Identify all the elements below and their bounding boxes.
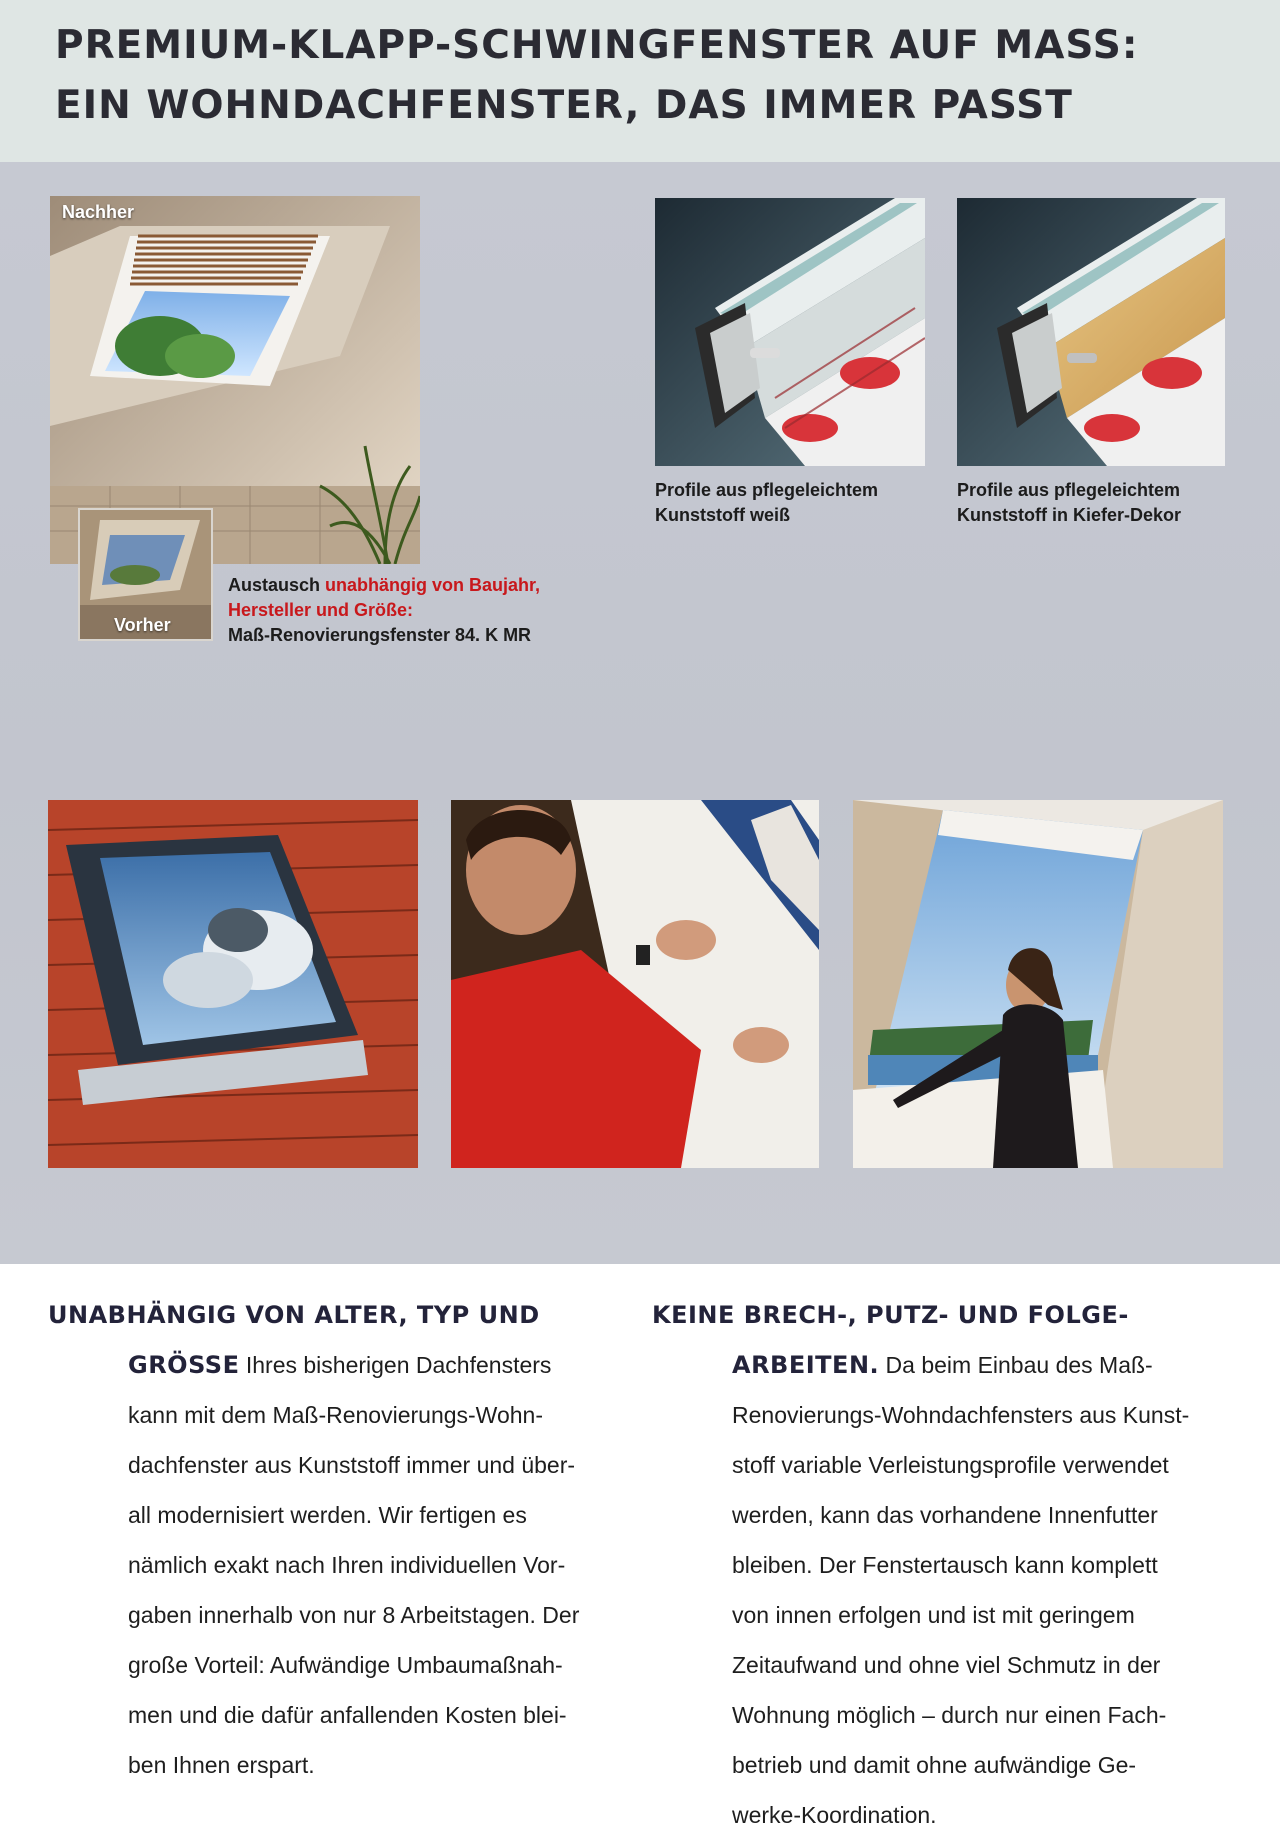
right-line-7: Zeitaufwand und ohne viel Schmutz in der xyxy=(732,1652,1161,1678)
left-line-5: nämlich exakt nach Ihren individuellen Vor- xyxy=(128,1552,566,1578)
title-line-1: PREMIUM-KLAPP-SCHWINGFENSTER AUF MASS: xyxy=(55,23,1139,68)
profile-pine-line1: Profile aus pflegeleichtem xyxy=(957,480,1181,500)
left-line-9: ben Ihnen erspart. xyxy=(128,1752,315,1778)
photo-woman-window xyxy=(853,800,1223,1168)
caption-product: Maß-Renovierungsfenster 84. K MR xyxy=(228,625,532,645)
profile-white-line2: Kunststoff weiß xyxy=(655,505,790,525)
right-line-9: betrieb und damit ohne aufwändige Ge- xyxy=(732,1752,1137,1778)
right-heading-lead: ARBEITEN. xyxy=(732,1351,880,1379)
left-line-8: men und die dafür anfallenden Kosten blei- xyxy=(128,1702,567,1728)
profile-white-line1: Profile aus pflegeleichtem xyxy=(655,480,879,500)
text-column-right xyxy=(652,1290,1252,1840)
profile-pine-caption xyxy=(957,478,1181,528)
left-line-3: dachfenster aus Kunststoff immer und über- xyxy=(128,1452,576,1478)
caption-highlight-2: Hersteller und Größe: xyxy=(228,600,414,620)
photo-installation xyxy=(451,800,819,1168)
right-line-1 xyxy=(732,1340,1252,1390)
right-line-2: Renovierungs-Wohndachfensters aus Kunst- xyxy=(732,1402,1190,1428)
profile-pine-line2: Kunststoff in Kiefer-Dekor xyxy=(957,505,1182,525)
left-line-7: große Vorteil: Aufwändige Umbaumaßnah- xyxy=(128,1652,563,1678)
right-line-10: werke-Koordination. xyxy=(732,1802,937,1828)
right-line-3: stoff variable Verleistungsprofile verwendet xyxy=(732,1452,1169,1478)
after-label: Nachher xyxy=(62,202,135,222)
profile-white-caption xyxy=(655,478,878,528)
right-line-6: von innen erfolgen und ist mit geringem xyxy=(732,1602,1135,1628)
right-line-8: Wohnung möglich – durch nur einen Fach- xyxy=(732,1702,1167,1728)
right-line-4: werden, kann das vorhandene Innenfutter xyxy=(732,1502,1158,1528)
right-heading: KEINE BRECH-, PUTZ- UND FOLGE- xyxy=(652,1301,1129,1329)
title-line-2: EIN WOHNDACHFENSTER, DAS IMMER PASST xyxy=(55,83,1073,128)
left-line-2: kann mit dem Maß-Renovierungs-Wohn- xyxy=(128,1402,544,1428)
left-line-4: all modernisiert werden. Wir fertigen es xyxy=(128,1502,527,1528)
right-line-1-text: Da beim Einbau des Maß- xyxy=(879,1352,1153,1378)
left-heading: UNABHÄNGIG VON ALTER, TYP UND xyxy=(48,1301,540,1329)
photo-profile-white xyxy=(655,198,925,466)
before-label: Vorher xyxy=(114,615,171,635)
page-header xyxy=(0,0,1280,162)
left-line-1 xyxy=(128,1340,628,1390)
photo-profile-pine xyxy=(957,198,1225,466)
left-heading-lead: GRÖSSE xyxy=(128,1351,240,1379)
renovation-caption xyxy=(228,573,588,648)
right-line-5: bleiben. Der Fenstertausch kann komplett xyxy=(732,1552,1158,1578)
left-line-1-text: Ihres bisherigen Dachfensters xyxy=(239,1352,552,1378)
caption-highlight-1: unabhängig von Baujahr, xyxy=(325,575,541,595)
page-title xyxy=(55,16,1138,136)
text-column-left xyxy=(48,1290,628,1790)
photo-roof-window xyxy=(48,800,418,1168)
caption-prefix: Austausch xyxy=(228,575,326,595)
left-line-6: gaben innerhalb von nur 8 Arbeitstagen. Der xyxy=(128,1602,580,1628)
